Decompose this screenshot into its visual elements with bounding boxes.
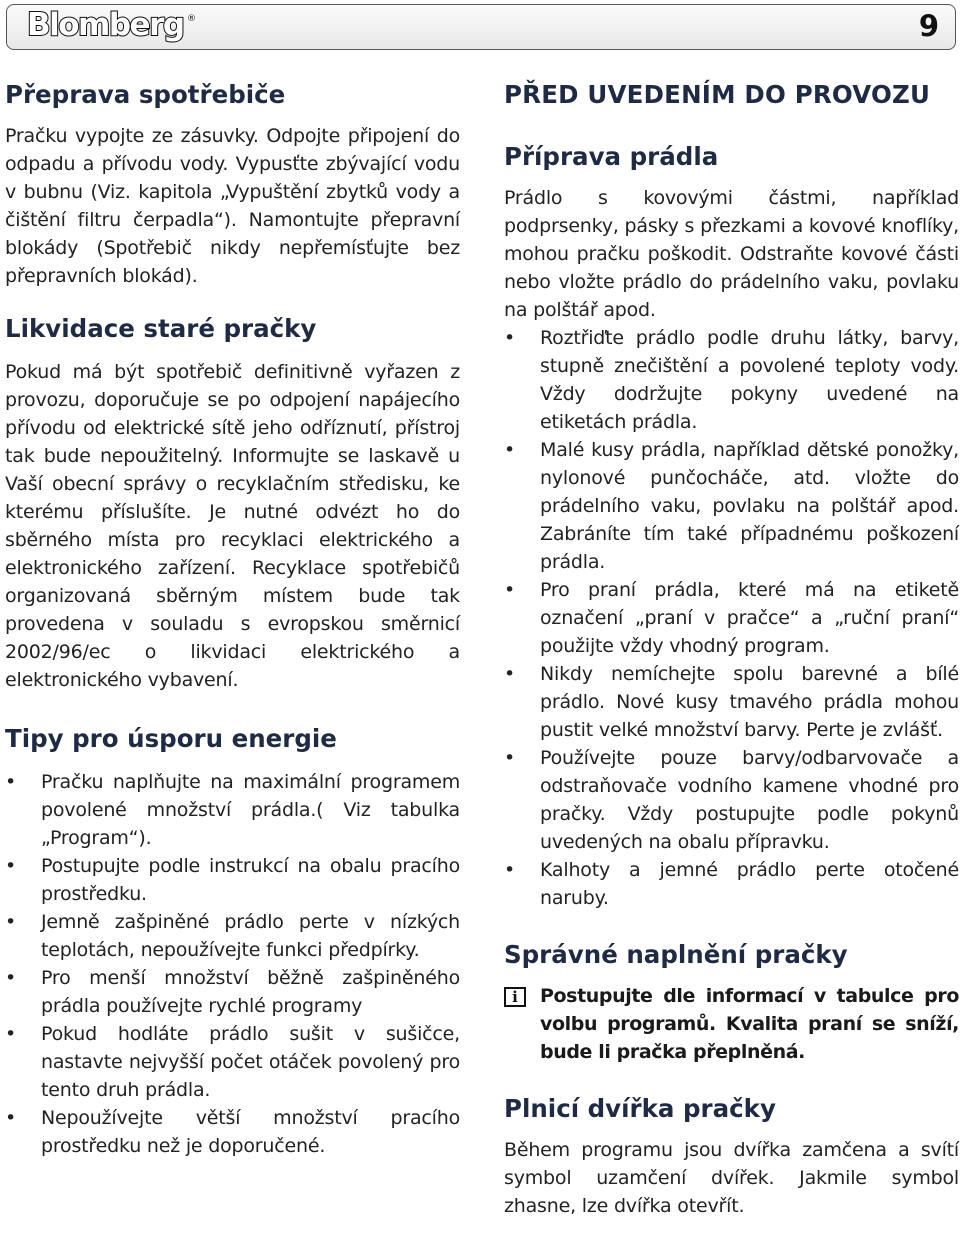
page-number: 9 (918, 9, 939, 43)
list-item (504, 576, 959, 660)
bullet-icon: • (504, 747, 516, 769)
list-item (5, 908, 460, 964)
list-item (504, 856, 959, 912)
energy-tips-list (5, 768, 460, 1160)
list-item (5, 768, 460, 852)
prep-list (504, 324, 959, 912)
registered-mark: ® (187, 14, 196, 24)
disposal-text: Pokud má být spotřebič definitivně vyřazen z provozu, doporučuje se po odpojení napájecího přívodu od elektrické sítě jeho odříznutí, přístroj tak bude nepoužitelný. Informujte se laskavě u Vaší obecní správy o recyklačním středisku, ke kterému příslušíte. Je nutné odvézt ho do sběrného místa pro recyklaci elektrického a elektronického zařízení. Recyklace spotřebičů organizovaná sběrným místem bude tak provedena v souladu s evropskou směrnicí 2002/96/ec o likvidaci elektrického a elektronického vybavení. (5, 361, 460, 691)
list-item (504, 660, 959, 744)
list-item-text: Jemně zašpiněné prádlo perte v nízkých teplotách, nepoužívejte funkci předpírky. (41, 911, 460, 961)
info-note (504, 982, 959, 1066)
bullet-icon: • (5, 911, 17, 933)
list-item-text: Pro praní prádla, které má na etiketě označení „praní v pračce“ a „ruční praní“ použijte vždy vhodný program. (540, 579, 959, 657)
bullet-icon: • (5, 967, 17, 989)
bullet-icon: • (5, 855, 17, 877)
list-item (5, 1104, 460, 1160)
list-item (5, 1020, 460, 1104)
brand-logo: Blomberg (27, 7, 184, 43)
disposal-title: Likvidace staré pračky (5, 314, 317, 343)
door-title: Plnicí dvířka pračky (504, 1094, 776, 1123)
list-item (504, 436, 959, 576)
list-item-text: Nepoužívejte větší množství pracího prostředku než je doporučené. (41, 1107, 460, 1157)
prep-title: Příprava prádla (504, 142, 719, 171)
main-section-title: PŘED UVEDENÍM DO PROVOZU (504, 80, 931, 109)
left-column (5, 78, 460, 1160)
list-item (504, 744, 959, 856)
list-item-text: Pro menší množství běžně zašpiněného prádla používejte rychlé programy (41, 967, 460, 1017)
list-item-text: Malé kusy prádla, například dětské ponožky, nylonové punčocháče, atd. vložte do prádelního vaku, povlaku na polštář apod. Zabráníte tím také případnému poškození prádla. (540, 439, 959, 573)
door-text: Během programu jsou dvířka zamčena a svítí symbol uzamčení dvířek. Jakmile symbol zhasne, lze dvířka otevřít. (504, 1139, 959, 1217)
list-item-text: Postupujte podle instrukcí na obalu pracího prostředku. (41, 855, 460, 905)
page-header (6, 4, 956, 50)
load-title: Správné naplnění pračky (504, 940, 848, 969)
bullet-icon: • (5, 1107, 17, 1129)
bullet-icon: • (504, 579, 516, 601)
list-item (5, 964, 460, 1020)
info-note-text: Postupujte dle informací v tabulce pro volbu programů. Kvalita praní se sníží, bude li pračka přeplněná. (540, 985, 959, 1063)
list-item-text: Používejte pouze barvy/odbarvovače a odstraňovače vodního kamene vhodné pro pračky. Vždy postupujte podle pokynů uvedených na obalu přípravku. (540, 747, 959, 853)
info-icon: i (504, 987, 526, 1007)
right-column (504, 78, 959, 1220)
bullet-icon: • (504, 663, 516, 685)
transport-text: Pračku vypojte ze zásuvky. Odpojte připojení do odpadu a přívodu vody. Vypusťte zbývající vodu v bubnu (Viz. kapitola „Vypuštění zbytků vody a čištění filtru čerpadla“). Namontujte přepravní blokády (Spotřebič nikdy nepřemísťujte bez přepravních blokád). (5, 125, 460, 287)
list-item (504, 324, 959, 436)
bullet-icon: • (504, 859, 516, 881)
bullet-icon: • (504, 439, 516, 461)
list-item-text: Pračku naplňujte na maximální programem povolené množství prádla.( Viz tabulka „Program“). (41, 771, 460, 849)
bullet-icon: • (504, 327, 516, 349)
list-item-text: Roztřiďte prádlo podle druhu látky, barvy, stupně znečištění a povolené teploty vody. Vždy dodržujte pokyny uvedené na etiketách prádla. (540, 327, 959, 433)
list-item-text: Pokud hodláte prádlo sušit v sušičce, nastavte nejvyšší počet otáček povolený pro tento druh prádla. (41, 1023, 460, 1101)
list-item-text: Kalhoty a jemné prádlo perte otočené naruby. (540, 859, 959, 909)
bullet-icon: • (5, 1023, 17, 1045)
transport-title: Přeprava spotřebiče (5, 80, 286, 109)
list-item (5, 852, 460, 908)
prep-text: Prádlo s kovovými částmi, například podprsenky, pásky s přezkami a kovové knoflíky, mohou pračku poškodit. Odstraňte kovové části nebo vložte prádlo do prádelního vaku, povlaku na polštář apod. (504, 187, 959, 321)
energy-title: Tipy pro úsporu energie (5, 724, 337, 753)
bullet-icon: • (5, 771, 17, 793)
list-item-text: Nikdy nemíchejte spolu barevné a bílé prádlo. Nové kusy tmavého prádla mohou pustit velké množství barvy. Perte je zvlášť. (540, 663, 959, 741)
